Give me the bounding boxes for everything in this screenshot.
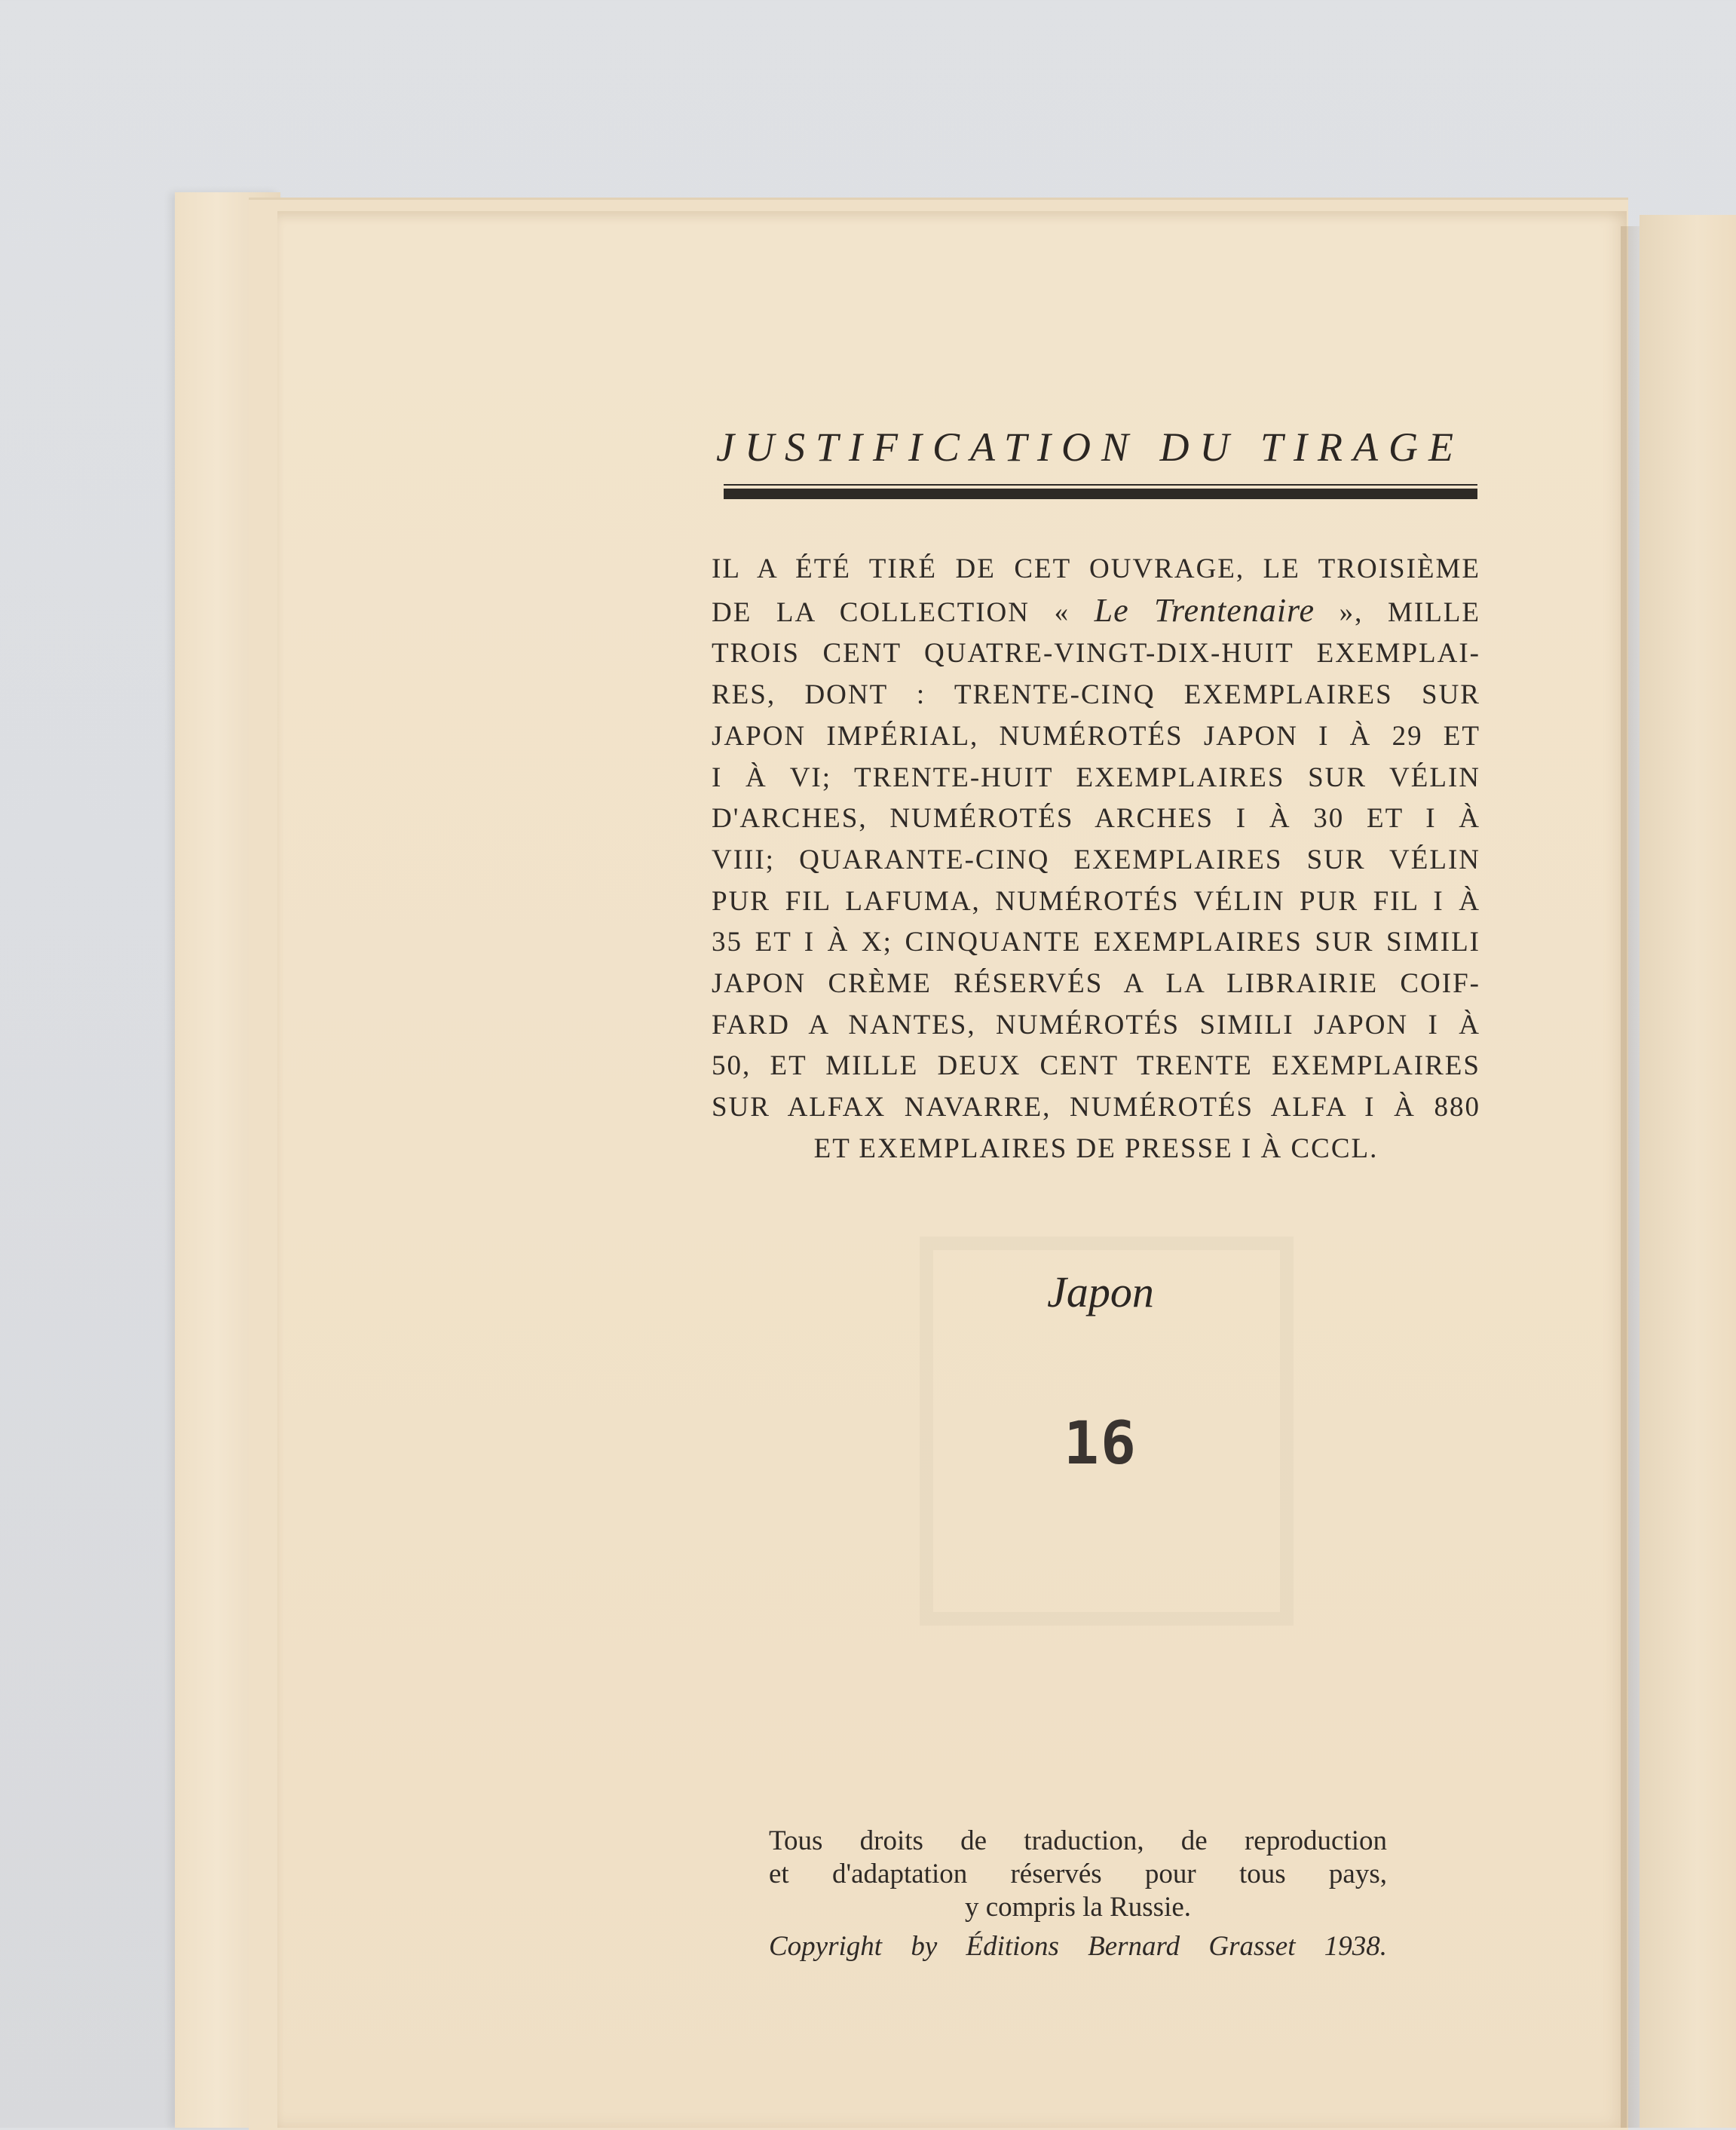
colophon-line: TROIS CENT QUATRE-VINGT-DIX-HUIT EXEMPLAI- [712, 638, 1480, 670]
colophon-text: », MILLE [1339, 596, 1480, 628]
facing-page [1640, 215, 1736, 2128]
colophon-line: FARD A NANTES, NUMÉROTÉS SIMILI JAPON I À [712, 1009, 1480, 1040]
colophon-line: 35 ET I À X; CINQUANTE EXEMPLAIRES SUR SIMILI [712, 927, 1480, 958]
colophon-line: SUR ALFAX NAVARRE, NUMÉROTÉS ALFA I À 880 [712, 1092, 1480, 1123]
colophon-line: JAPON CRÈME RÉSERVÉS A LA LIBRAIRIE COIF- [712, 968, 1480, 1000]
colophon-line: RES, DONT : TRENTE-CINQ EXEMPLAIRES SUR [712, 679, 1480, 711]
colophon-line: ET EXEMPLAIRES DE PRESSE I À CCCL. [813, 1132, 1379, 1164]
copy-number: 16 [1064, 1410, 1137, 1478]
collection-title: Le Trentenaire [1094, 591, 1315, 629]
colophon-line: IL A ÉTÉ TIRÉ DE CET OUVRAGE, LE TROISIÈME [712, 553, 1480, 584]
paper-type: Japon [1047, 1267, 1154, 1316]
rights-line: Tous droits de traduction, de reproduction [769, 1825, 1387, 1856]
colophon-line: PUR FIL LAFUMA, NUMÉROTÉS VÉLIN PUR FIL I À [712, 885, 1480, 917]
rights-notice [769, 1825, 1387, 1963]
rights-line: y compris la Russie. [964, 1892, 1192, 1923]
page-title: JUSTIFICATION DU TIRAGE [716, 424, 1464, 470]
colophon-line: VIII; QUARANTE-CINQ EXEMPLAIRES SUR VÉLIN [712, 844, 1480, 875]
colophon-text: DE LA COLLECTION « [712, 596, 1070, 628]
rights-line: et d'adaptation réservés pour tous pays, [769, 1859, 1387, 1889]
title-rule [724, 489, 1477, 499]
colophon-paragraph [712, 549, 1480, 1170]
copyright-line: Copyright by Éditions Bernard Grasset 1938. [769, 1931, 1387, 1962]
colophon-line [712, 590, 1480, 634]
colophon-line: 50, ET MILLE DEUX CENT TRENTE EXEMPLAIRES [712, 1050, 1480, 1082]
colophon-line: D'ARCHES, NUMÉROTÉS ARCHES I À 30 ET I À [712, 803, 1480, 835]
colophon-line: I À VI; TRENTE-HUIT EXEMPLAIRES SUR VÉLIN [712, 762, 1480, 793]
colophon-line: JAPON IMPÉRIAL, NUMÉROTÉS JAPON I À 29 ET [712, 720, 1480, 752]
